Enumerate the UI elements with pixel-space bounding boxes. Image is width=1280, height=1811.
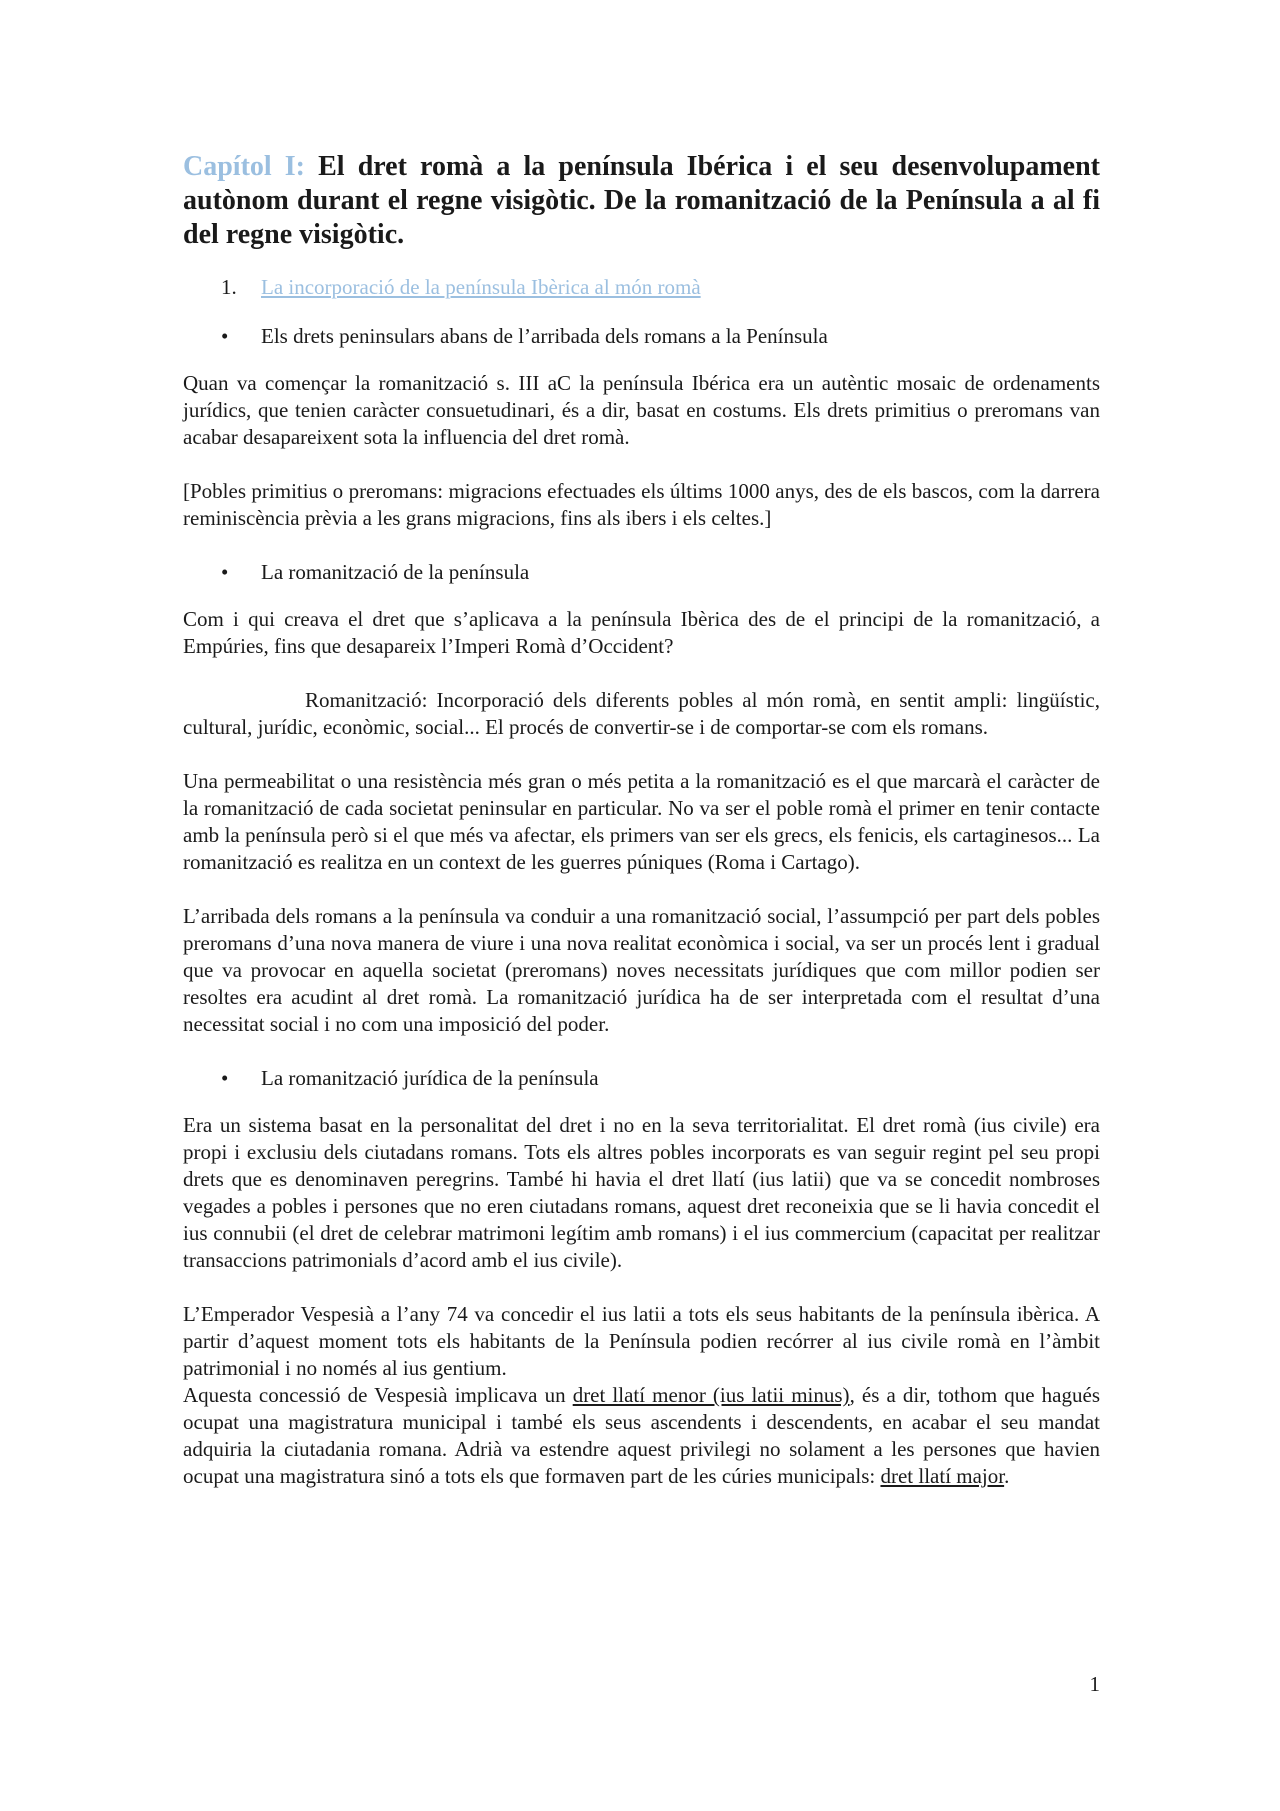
bullet-text: Els drets peninsulars abans de l’arribada dels romans a la Península <box>261 324 828 348</box>
bullet-icon: • <box>221 560 229 584</box>
bullet-icon: • <box>221 1066 229 1090</box>
document-page <box>183 150 1100 1517</box>
bullet-icon: • <box>221 324 229 348</box>
bullet-text: La romanització jurídica de la península <box>261 1066 599 1090</box>
chapter-heading <box>183 150 1100 252</box>
section-number: 1. <box>221 275 237 299</box>
paragraph: Quan va començar la romanització s. III aC la península Ibérica era un autèntic mosaic de ordenaments jurídics, que tenien caràcter consuetudinari, és a dir, basat en costums. Els drets primitius o preromans van acabar desapareixent sota la influencia del dret romà. <box>183 371 1100 449</box>
chapter-title: El dret romà a la península Ibérica i el seu desenvolupament autònom durant el regne visigòtic. De la romanització de la Península a al fi del regne visigòtic. <box>183 151 1100 250</box>
paragraph: [Pobles primitius o preromans: migracions efectuades els últims 1000 anys, des de els bascos, com la darrera reminiscència prèvia a les grans migracions, fins als ibers i els celtes.] <box>183 479 1100 530</box>
bullet-text: La romanització de la península <box>261 560 530 584</box>
paragraph <box>183 1382 1100 1490</box>
bullet-item <box>183 323 1100 350</box>
chapter-label: Capítol I: <box>183 151 306 182</box>
paragraph: L’Emperador Vespesià a l’any 74 va concedir el ius latii a tots els seus habitants de la península ibèrica. A partir d’aquest moment tots els habitants de la Península podien recórrer al ius civile romà en l’àmbit patrimonial i no només al ius gentium. <box>183 1302 1100 1380</box>
paragraph: Una permeabilitat o una resistència més gran o més petita a la romanització es el que marcarà el caràcter de la romanització de cada societat peninsular en particular. No va ser el poble romà el primer en tenir contacte amb la península però si el que més va afectar, els primers van ser els grecs, els fenicis, els cartaginesos... La romanització es realitza en un context de les guerres púniques (Roma i Cartago). <box>183 769 1100 874</box>
section-1-link[interactable]: La incorporació de la península Ibèrica al món romà <box>261 275 701 299</box>
paragraph-text: Aquesta concessió de Vespesià implicava un <box>183 1383 573 1407</box>
paragraph: L’arribada dels romans a la península va conduir a una romanització social, l’assumpció per part dels pobles preromans d’una nova manera de viure i una nova realitat econòmica i social, va ser un procés lent i gradual que va provocar en aquella societat (preromans) noves necessitats jurídiques que com millor podien ser resoltes era acudint al dret romà. La romanització jurídica ha de ser interpretada com el resultat d’una necessitat social i no com una imposició del poder. <box>183 904 1100 1036</box>
bullet-item <box>183 559 1100 586</box>
paragraph-text: . <box>1004 1464 1010 1488</box>
underlined-term: dret llatí major <box>880 1464 1005 1488</box>
paragraph: Era un sistema basat en la personalitat del dret i no en la seva territorialitat. El dret romà (ius civile) era propi i exclusiu dels ciutadans romans. Tots els altres pobles incorporats es van seguir regint pel seu propi drets que es denominaven peregrins. També hi havia el dret llatí (ius latii) que va se concedit nombroses vegades a pobles i persones que no eren ciutadans romans, aquest dret reconeixia que se li havia concedit el ius connubii (el dret de celebrar matrimoni legítim amb romans) i el ius commercium (capacitat per realitzar transaccions patrimonials d’acord amb el ius civile). <box>183 1113 1100 1272</box>
underlined-term: dret llatí menor (ius latii minus) <box>572 1383 850 1407</box>
page-number: 1 <box>1089 1672 1100 1696</box>
section-1 <box>183 274 1100 301</box>
definition-paragraph: Romanització: Incorporació dels diferents pobles al món romà, en sentit ampli: lingüístic, cultural, jurídic, econòmic, social... El procés de convertir-se i de comportar-se com els romans. <box>183 688 1100 739</box>
paragraph-text: , és a dir, tothom que hagués ocupat una magistratura municipal i també els seus ascendents i descendents, en acabar el seu mandat adquiria la ciutadania romana. Adrià va estendre aquest privilegi no solament a les persones que havien ocupat una magistratura sinó a tots els que formaven part de les cúries municipals: <box>183 1383 1100 1488</box>
paragraph: Com i qui creava el dret que s’aplicava a la península Ibèrica des de el principi de la romanització, a Empúries, fins que desapareix l’Imperi Romà d’Occident? <box>183 607 1100 658</box>
bullet-item <box>183 1065 1100 1092</box>
